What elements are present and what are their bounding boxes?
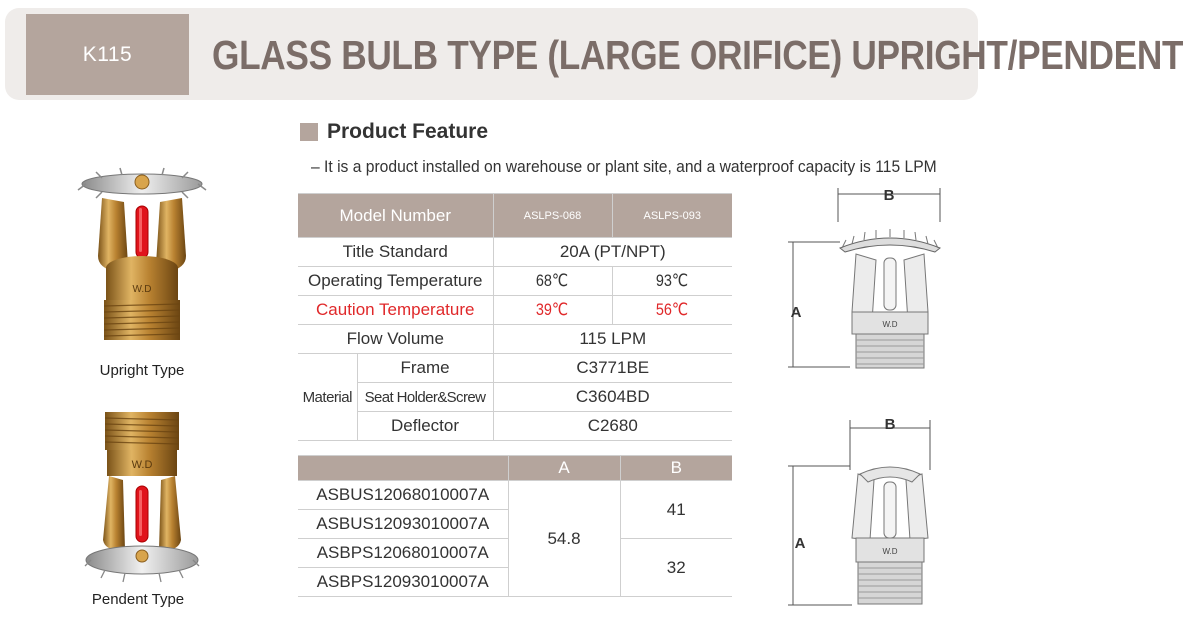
model-068: ASLPS-068 — [493, 194, 612, 238]
table-row — [298, 354, 732, 383]
caution-temperature-093-text: 56℃ — [656, 300, 689, 319]
pendent-drawing-mark: W.D — [882, 547, 898, 556]
upright-caption: Upright Type — [99, 362, 185, 379]
pendent-dim-a-label: A — [794, 535, 806, 552]
feature-description: – It is a product installed on warehouse or plant site, and a waterproof capacity is 115 LPM — [311, 157, 937, 176]
table-row — [298, 238, 732, 267]
upright-sprinkler-image — [72, 168, 212, 353]
upright-dim-b-label: B — [883, 187, 895, 204]
section-heading — [300, 118, 488, 146]
dims-code-3: ASBPS12068010007A — [298, 539, 508, 568]
caution-temperature-068 — [493, 296, 612, 325]
flow-volume-value: 115 LPM — [493, 325, 732, 354]
material-frame-value: C3771BE — [493, 354, 732, 383]
operating-temperature-label: Operating Temperature — [298, 267, 493, 296]
upright-dimension-drawing — [780, 182, 955, 382]
upright-frame-mark: W.D — [132, 284, 152, 295]
table-row — [298, 383, 732, 412]
pendent-dim-b-label: B — [884, 416, 896, 433]
operating-temperature-068-text: 68℃ — [536, 271, 569, 290]
table-row — [298, 456, 732, 481]
model-093: ASLPS-093 — [612, 194, 732, 238]
operating-temperature-093 — [612, 267, 732, 296]
dimensions-table — [298, 455, 732, 597]
table-row — [298, 267, 732, 296]
flow-volume-label: Flow Volume — [298, 325, 493, 354]
dims-code-1: ASBUS12068010007A — [298, 481, 508, 510]
operating-temperature-068 — [493, 267, 612, 296]
material-label: Material — [298, 354, 357, 441]
table-row — [298, 481, 732, 510]
table-row — [298, 325, 732, 354]
caution-temperature-093 — [612, 296, 732, 325]
pendent-frame-mark: W.D — [131, 459, 153, 471]
model-code-badge: K115 — [26, 14, 189, 95]
pendent-dimension-drawing — [780, 410, 955, 610]
material-seat-label: Seat Holder&Screw — [357, 383, 493, 412]
table-row — [298, 296, 732, 325]
pendent-caption: Pendent Type — [91, 591, 185, 608]
dims-header-a: A — [508, 456, 620, 481]
material-deflector-value: C2680 — [493, 412, 732, 441]
page-title: GLASS BULB TYPE (LARGE ORIFICE) UPRIGHT/PENDENT — [212, 32, 1183, 78]
title-standard-label: Title Standard — [298, 238, 493, 267]
table-row — [298, 194, 732, 238]
title-standard-value: 20A (PT/NPT) — [493, 238, 732, 267]
caution-temperature-068-text: 39℃ — [536, 300, 569, 319]
operating-temperature-093-text: 93℃ — [656, 271, 689, 290]
dims-code-2: ASBUS12093010007A — [298, 510, 508, 539]
material-deflector-label: Deflector — [357, 412, 493, 441]
spec-table — [298, 193, 732, 441]
section-title: Product Feature — [327, 120, 489, 143]
upright-dim-a-label: A — [790, 304, 802, 321]
upright-drawing-mark: W.D — [882, 320, 898, 329]
pendent-sprinkler-image — [85, 410, 200, 588]
table-row — [298, 412, 732, 441]
dims-header-b: B — [620, 456, 732, 481]
dims-b-upright: 41 — [620, 481, 732, 539]
dims-b-pendent: 32 — [620, 539, 732, 597]
square-bullet-icon — [300, 123, 318, 141]
dims-a-value: 54.8 — [508, 481, 620, 597]
caution-temperature-label: Caution Temperature — [298, 296, 493, 325]
material-frame-label: Frame — [357, 354, 493, 383]
dims-header-blank — [298, 456, 508, 481]
model-number-header: Model Number — [298, 194, 493, 238]
dims-code-4: ASBPS12093010007A — [298, 568, 508, 597]
material-seat-value: C3604BD — [493, 383, 732, 412]
